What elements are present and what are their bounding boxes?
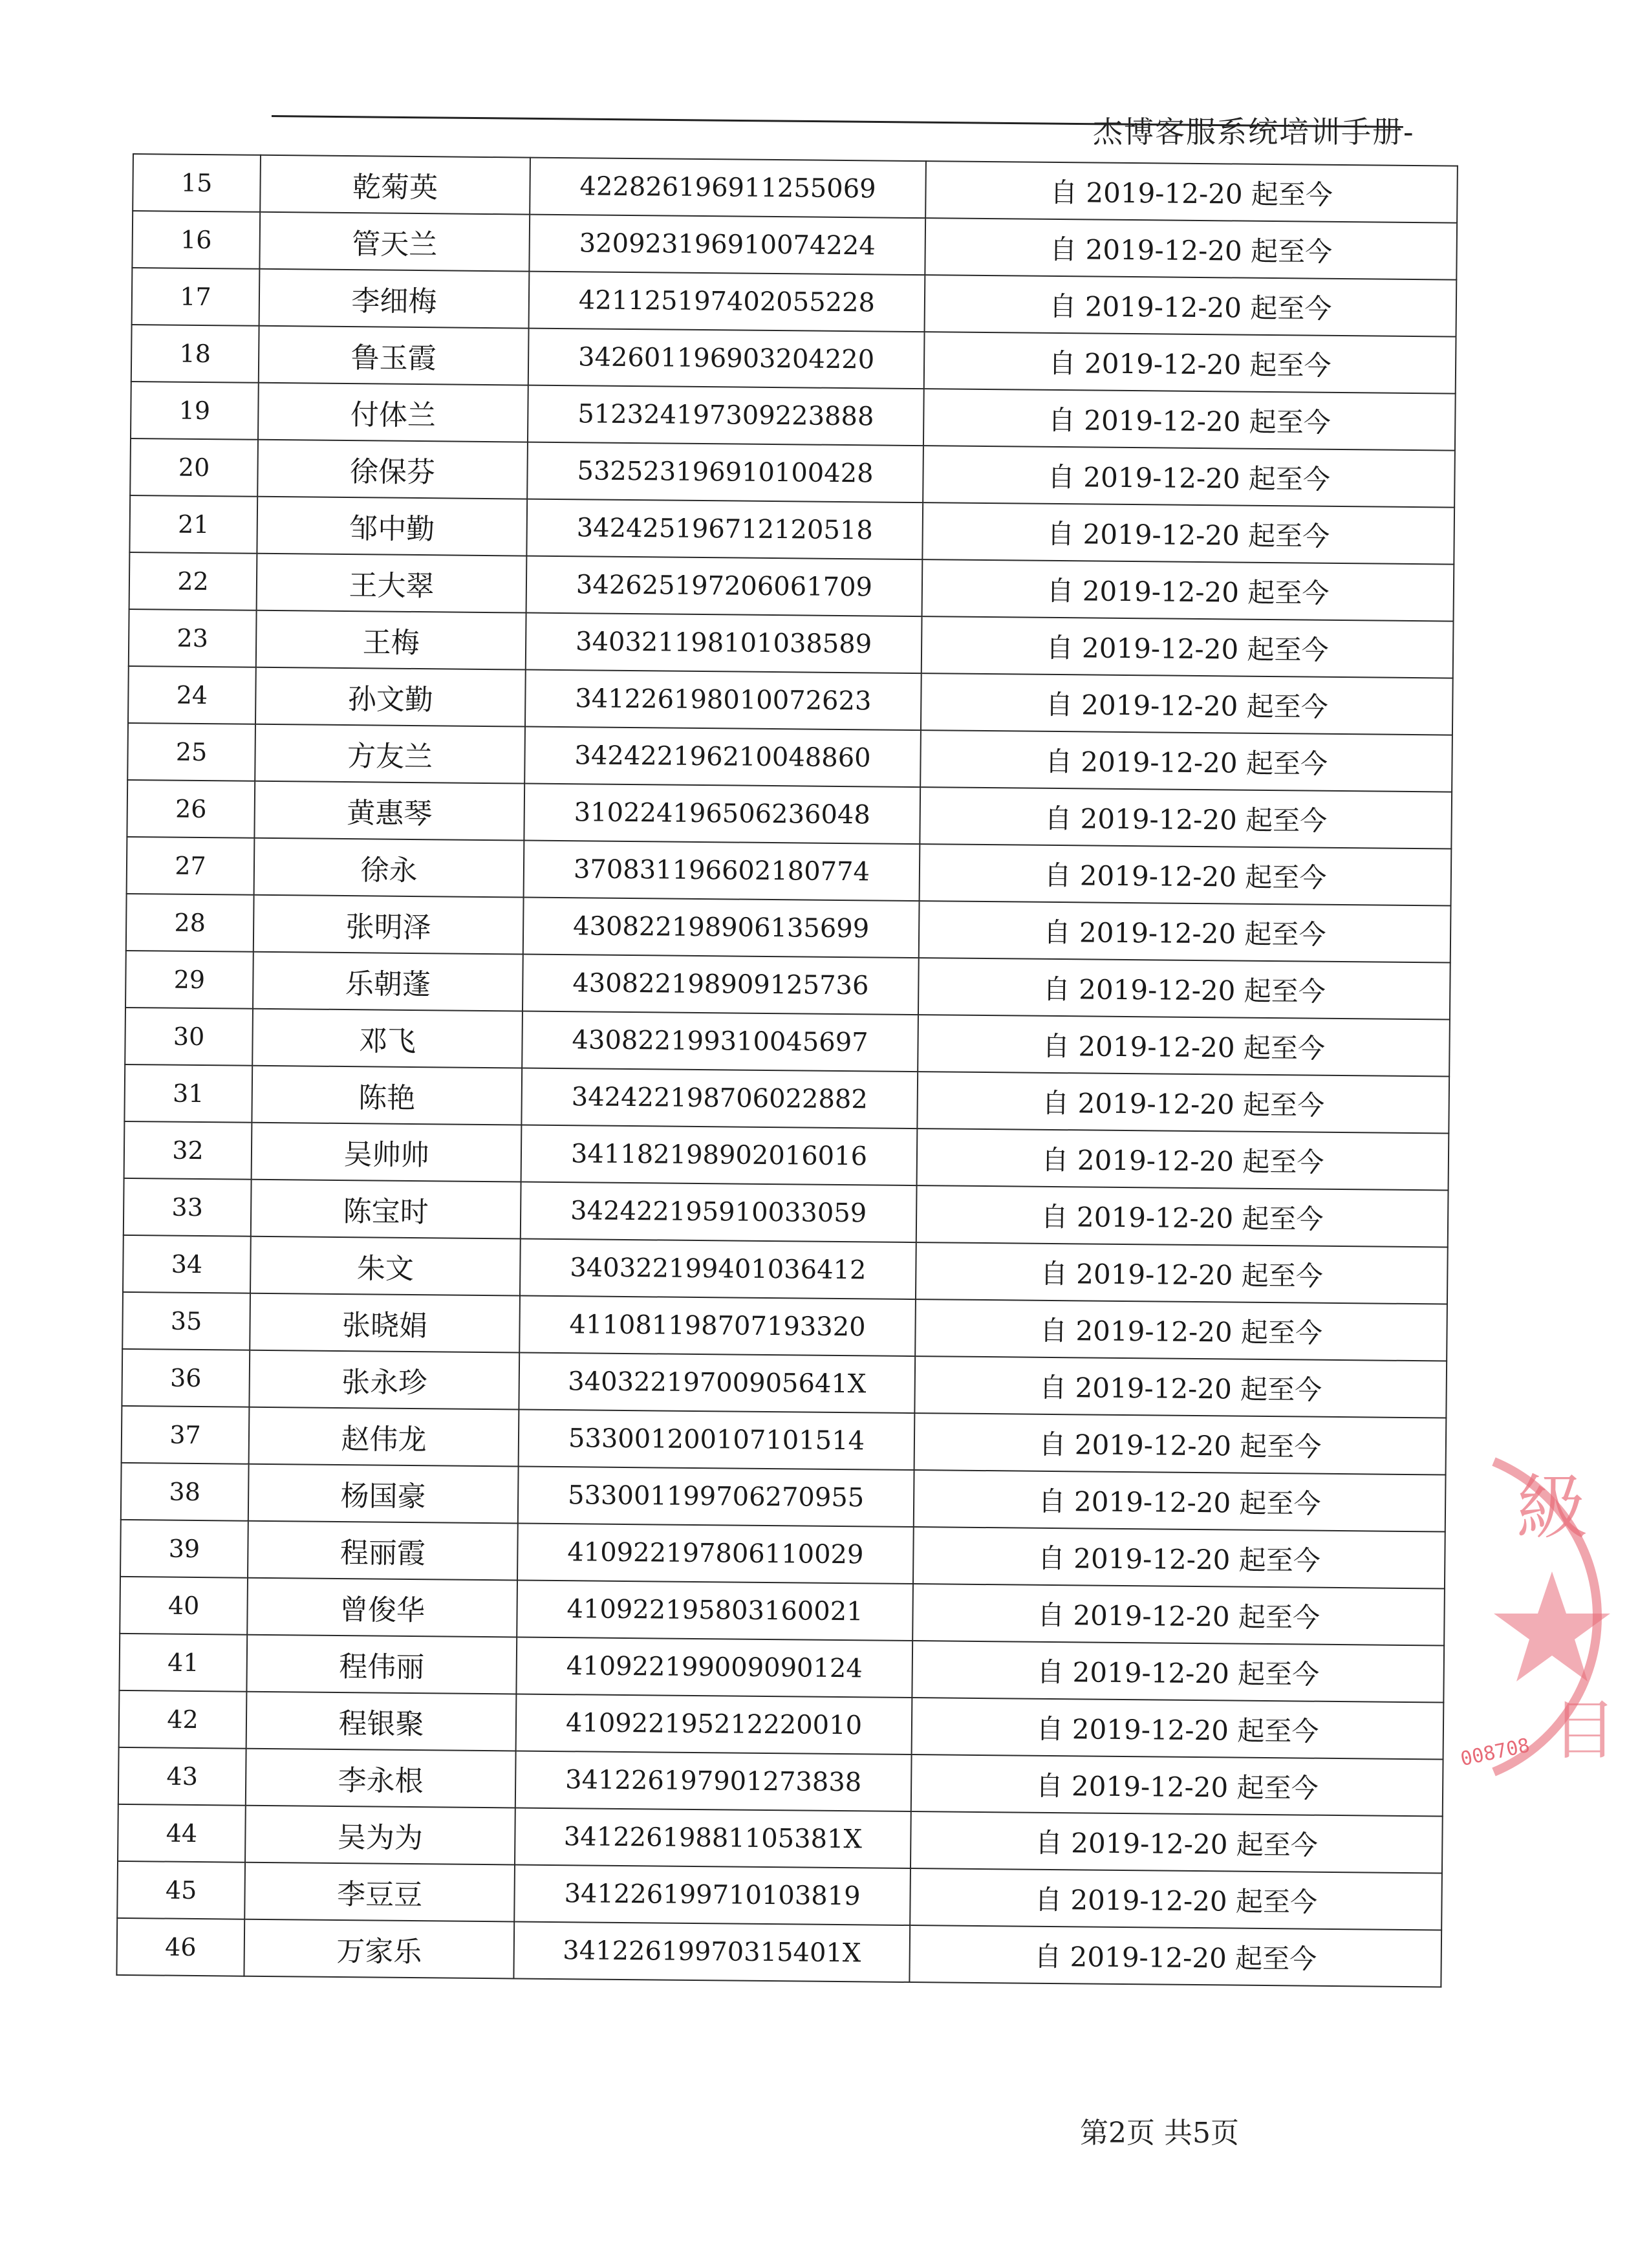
person-name: 李豆豆 [244, 1863, 515, 1922]
row-number: 16 [132, 211, 260, 269]
person-name: 陈艳 [252, 1066, 522, 1125]
row-number: 38 [121, 1463, 249, 1521]
person-name: 朱文 [250, 1237, 521, 1296]
id-number: 341182198902016016 [521, 1125, 918, 1186]
date-prefix: 自 [1046, 574, 1074, 607]
row-number: 32 [124, 1121, 252, 1180]
id-number: 410922197806110029 [517, 1523, 914, 1584]
date-suffix: 起至今 [1240, 1430, 1322, 1463]
start-date [920, 787, 1452, 848]
date-value: 2019-12-20 [1075, 1372, 1233, 1405]
person-name: 李细梅 [259, 269, 530, 329]
person-name: 陈宝时 [251, 1180, 521, 1239]
id-number: 430822198909125736 [523, 955, 919, 1015]
date-suffix: 起至今 [1242, 1145, 1324, 1178]
date-prefix: 自 [1034, 1940, 1062, 1973]
date-prefix: 自 [1037, 1599, 1065, 1632]
id-number: 310224196506236048 [524, 784, 920, 845]
date-suffix: 起至今 [1249, 349, 1331, 382]
date-value: 2019-12-20 [1085, 233, 1242, 267]
start-date [925, 275, 1457, 336]
person-name: 乾菊英 [260, 155, 530, 215]
date-suffix: 起至今 [1247, 519, 1330, 552]
table-body [116, 154, 1457, 1987]
person-name: 吴帅帅 [252, 1123, 522, 1182]
start-date [916, 1242, 1448, 1304]
date-prefix: 自 [1048, 404, 1076, 437]
row-number: 37 [122, 1406, 250, 1464]
date-prefix: 自 [1047, 460, 1075, 493]
person-name: 邹中勤 [257, 497, 527, 556]
row-number: 21 [129, 495, 257, 554]
start-date [910, 1868, 1442, 1930]
date-suffix: 起至今 [1245, 747, 1328, 780]
date-suffix: 起至今 [1242, 1202, 1324, 1235]
row-number: 39 [120, 1520, 248, 1578]
start-date [911, 1811, 1443, 1873]
start-date [911, 1755, 1443, 1816]
id-number: 342422198706022882 [521, 1068, 918, 1129]
date-prefix: 自 [1039, 1428, 1066, 1461]
date-value: 2019-12-20 [1083, 461, 1240, 495]
id-number: 341226198010072623 [525, 670, 921, 731]
date-prefix: 自 [1035, 1826, 1063, 1859]
row-number: 42 [119, 1690, 247, 1749]
date-value: 2019-12-20 [1075, 1315, 1233, 1348]
date-suffix: 起至今 [1243, 1031, 1326, 1064]
start-date [920, 844, 1452, 905]
start-date [917, 1129, 1449, 1190]
date-value: 2019-12-20 [1071, 1827, 1228, 1861]
footer-page-current: 2 [1108, 2117, 1126, 2150]
start-date [909, 1925, 1441, 1987]
table-row [116, 1918, 1441, 1987]
row-number: 43 [118, 1747, 246, 1806]
start-date [921, 616, 1454, 678]
date-suffix: 起至今 [1244, 975, 1326, 1008]
date-value: 2019-12-20 [1072, 1656, 1230, 1690]
date-suffix: 起至今 [1237, 1714, 1319, 1747]
row-number: 23 [129, 609, 257, 667]
person-name: 杨国豪 [248, 1464, 519, 1524]
row-number: 31 [124, 1064, 252, 1123]
date-prefix: 自 [1045, 688, 1073, 721]
person-name: 孙文勤 [255, 667, 526, 727]
date-prefix: 自 [1039, 1314, 1068, 1347]
date-value: 2019-12-20 [1079, 973, 1236, 1007]
id-number: 340321198101038589 [526, 613, 922, 674]
footer-label-post: 页 [1211, 2117, 1239, 2150]
id-number: 320923196910074224 [529, 215, 925, 275]
date-prefix: 自 [1039, 1371, 1067, 1404]
start-date [917, 1072, 1449, 1133]
employee-table [116, 153, 1451, 1987]
date-value: 2019-12-20 [1070, 1884, 1227, 1917]
row-number: 41 [119, 1634, 247, 1692]
row-number: 15 [133, 154, 261, 212]
start-date [923, 446, 1455, 507]
person-name: 乐朝蓬 [253, 952, 523, 1011]
date-value: 2019-12-20 [1073, 1485, 1231, 1519]
date-suffix: 起至今 [1234, 1942, 1317, 1975]
date-value: 2019-12-20 [1081, 689, 1238, 722]
person-name: 李永根 [246, 1749, 516, 1808]
date-value: 2019-12-20 [1080, 803, 1238, 836]
id-number: 34032219700905641X [519, 1353, 915, 1414]
date-prefix: 自 [1041, 1143, 1069, 1176]
row-number: 45 [117, 1861, 245, 1919]
date-value: 2019-12-20 [1079, 859, 1237, 893]
person-name: 赵伟龙 [249, 1407, 519, 1467]
row-number: 27 [127, 837, 255, 895]
date-suffix: 起至今 [1247, 633, 1329, 666]
date-value: 2019-12-20 [1081, 632, 1239, 665]
date-suffix: 起至今 [1237, 1658, 1320, 1690]
person-name: 程伟丽 [246, 1635, 517, 1694]
date-value: 2019-12-20 [1086, 177, 1243, 210]
date-value: 2019-12-20 [1084, 404, 1241, 438]
header-title: 杰博客服系统培训手册- [1093, 114, 1415, 149]
person-name: 曾俊华 [247, 1578, 517, 1637]
date-suffix: 起至今 [1245, 804, 1328, 837]
start-date [921, 673, 1453, 735]
date-prefix: 自 [1044, 745, 1073, 778]
person-name: 鲁玉霞 [259, 326, 529, 385]
footer-label-mid: 页 共 [1126, 2117, 1192, 2150]
start-date [913, 1527, 1445, 1588]
date-value: 2019-12-20 [1084, 347, 1242, 381]
date-prefix: 自 [1037, 1656, 1064, 1689]
row-number: 22 [129, 552, 257, 610]
date-prefix: 自 [1050, 176, 1078, 209]
seal-glyph-bottom: 目 [1552, 1692, 1617, 1768]
date-value: 2019-12-20 [1079, 916, 1236, 950]
date-value: 2019-12-20 [1073, 1542, 1231, 1576]
start-date [925, 161, 1458, 222]
date-prefix: 自 [1042, 1030, 1070, 1063]
seal-number: 008708 [1458, 1734, 1532, 1771]
date-suffix: 起至今 [1244, 918, 1326, 951]
id-number: 341226199710103819 [514, 1864, 911, 1925]
date-value: 2019-12-20 [1077, 1144, 1234, 1178]
id-number: 341226197901273838 [515, 1751, 912, 1811]
id-number: 342422195910033059 [521, 1182, 917, 1243]
person-name: 张明泽 [253, 895, 524, 955]
date-suffix: 起至今 [1245, 861, 1327, 894]
date-prefix: 自 [1050, 233, 1077, 266]
person-name: 管天兰 [259, 212, 530, 272]
row-number: 18 [131, 325, 259, 383]
id-number: 421125197402055228 [529, 272, 925, 332]
date-value: 2019-12-20 [1070, 1941, 1227, 1974]
row-number: 44 [118, 1804, 246, 1863]
person-name: 张晓娟 [250, 1293, 520, 1353]
date-suffix: 起至今 [1249, 405, 1331, 438]
id-number: 411081198707193320 [519, 1296, 916, 1357]
date-suffix: 起至今 [1240, 1373, 1322, 1406]
id-number: 410922195212220010 [516, 1694, 912, 1755]
date-prefix: 自 [1044, 802, 1072, 835]
id-number: 430822199310045697 [522, 1011, 918, 1072]
date-value: 2019-12-20 [1074, 1429, 1232, 1462]
person-name: 付体兰 [258, 383, 528, 442]
date-suffix: 起至今 [1240, 1316, 1323, 1349]
id-number: 533001199706270955 [518, 1466, 914, 1527]
person-name: 张永珍 [249, 1350, 519, 1410]
start-date [914, 1356, 1447, 1418]
date-prefix: 自 [1042, 973, 1071, 1006]
date-suffix: 起至今 [1250, 292, 1332, 325]
id-number: 340322199401036412 [520, 1239, 916, 1300]
start-date [925, 218, 1457, 279]
start-date [922, 559, 1454, 621]
person-name: 邓飞 [252, 1009, 523, 1068]
id-number: 410922199009090124 [516, 1637, 912, 1698]
id-number: 342625197206061709 [526, 556, 923, 617]
id-number: 410922195803160021 [517, 1580, 913, 1641]
date-suffix: 起至今 [1251, 178, 1333, 211]
id-number: 370831196602180774 [524, 841, 920, 902]
date-value: 2019-12-20 [1076, 1201, 1234, 1235]
date-suffix: 起至今 [1239, 1487, 1321, 1520]
row-number: 33 [124, 1178, 252, 1237]
seal-glyph-top: 級 [1516, 1467, 1588, 1550]
date-suffix: 起至今 [1248, 462, 1331, 495]
person-name: 万家乐 [244, 1919, 514, 1979]
start-date [916, 1185, 1449, 1247]
date-prefix: 自 [1040, 1257, 1068, 1290]
row-number: 17 [132, 268, 260, 326]
start-date [920, 730, 1452, 792]
row-number: 25 [127, 723, 255, 781]
date-suffix: 起至今 [1246, 690, 1328, 723]
person-name: 方友兰 [255, 724, 525, 784]
person-name: 黄惠琴 [254, 781, 524, 841]
date-prefix: 自 [1034, 1883, 1062, 1916]
start-date [912, 1698, 1444, 1759]
id-number: 512324197309223888 [528, 385, 924, 446]
start-date [919, 901, 1451, 962]
start-date [914, 1413, 1447, 1474]
row-number: 46 [116, 1918, 244, 1976]
start-date [924, 332, 1456, 393]
person-name: 程丽霞 [248, 1521, 518, 1581]
row-number: 30 [125, 1008, 253, 1066]
date-value: 2019-12-20 [1078, 1030, 1235, 1064]
start-date [912, 1641, 1444, 1702]
id-number: 34122619970315401X [513, 1921, 910, 1982]
person-name: 吴为为 [245, 1806, 515, 1865]
date-suffix: 起至今 [1236, 1828, 1319, 1861]
row-number: 20 [130, 438, 258, 497]
start-date [923, 389, 1456, 450]
date-prefix: 自 [1035, 1769, 1063, 1802]
date-suffix: 起至今 [1236, 1771, 1319, 1804]
person-name: 徐保芬 [257, 440, 528, 499]
person-name: 王梅 [256, 610, 526, 670]
id-number: 422826196911255069 [530, 158, 926, 219]
date-prefix: 自 [1048, 347, 1076, 380]
id-number: 342422196210048860 [524, 727, 921, 788]
date-prefix: 自 [1036, 1712, 1064, 1745]
date-value: 2019-12-20 [1071, 1770, 1229, 1804]
id-number: 533001200107101514 [519, 1410, 915, 1471]
row-number: 26 [127, 780, 255, 838]
date-value: 2019-12-20 [1072, 1713, 1229, 1747]
date-prefix: 自 [1043, 916, 1071, 949]
date-value: 2019-12-20 [1076, 1258, 1233, 1291]
date-prefix: 自 [1044, 859, 1072, 892]
date-value: 2019-12-20 [1077, 1087, 1235, 1121]
date-prefix: 自 [1047, 517, 1075, 550]
id-number: 342601196903204220 [528, 329, 925, 389]
footer-page-total: 5 [1192, 2117, 1211, 2150]
id-number: 34122619881105381X [515, 1808, 911, 1868]
row-number: 24 [128, 666, 256, 724]
id-number: 342425196712120518 [526, 499, 923, 560]
start-date [922, 502, 1454, 564]
date-value: 2019-12-20 [1081, 746, 1238, 779]
person-name: 程银聚 [246, 1692, 517, 1751]
date-suffix: 起至今 [1250, 235, 1333, 268]
row-number: 40 [120, 1577, 248, 1635]
person-name: 王大翠 [257, 554, 527, 613]
row-number: 28 [126, 894, 254, 952]
start-date [915, 1299, 1447, 1361]
id-number: 430822198906135699 [523, 898, 920, 958]
row-number: 34 [123, 1235, 251, 1293]
date-suffix: 起至今 [1235, 1885, 1318, 1918]
date-value: 2019-12-20 [1083, 518, 1240, 552]
start-date [914, 1470, 1446, 1531]
row-number: 29 [125, 951, 253, 1009]
date-value: 2019-12-20 [1084, 290, 1242, 324]
start-date [912, 1584, 1445, 1645]
id-number: 532523196910100428 [527, 442, 923, 503]
date-value: 2019-12-20 [1073, 1599, 1230, 1633]
date-prefix: 自 [1037, 1542, 1066, 1575]
date-prefix: 自 [1049, 290, 1077, 323]
date-prefix: 自 [1046, 631, 1073, 664]
row-number: 36 [122, 1349, 250, 1407]
red-seal-stamp [1455, 1449, 1649, 1785]
footer-label-pre: 第 [1080, 2117, 1108, 2150]
row-number: 19 [131, 382, 259, 440]
row-number: 35 [122, 1292, 250, 1350]
start-date [918, 1015, 1450, 1076]
date-suffix: 起至今 [1241, 1259, 1323, 1292]
date-value: 2019-12-20 [1082, 575, 1240, 609]
date-suffix: 起至今 [1238, 1601, 1320, 1634]
date-prefix: 自 [1038, 1485, 1066, 1518]
start-date [918, 958, 1450, 1019]
date-suffix: 起至今 [1238, 1544, 1321, 1577]
date-prefix: 自 [1042, 1086, 1070, 1119]
date-prefix: 自 [1040, 1200, 1068, 1233]
date-suffix: 起至今 [1242, 1088, 1325, 1121]
page-footer [1080, 2110, 1239, 2151]
person-name: 徐永 [254, 838, 524, 898]
date-suffix: 起至今 [1247, 576, 1330, 609]
